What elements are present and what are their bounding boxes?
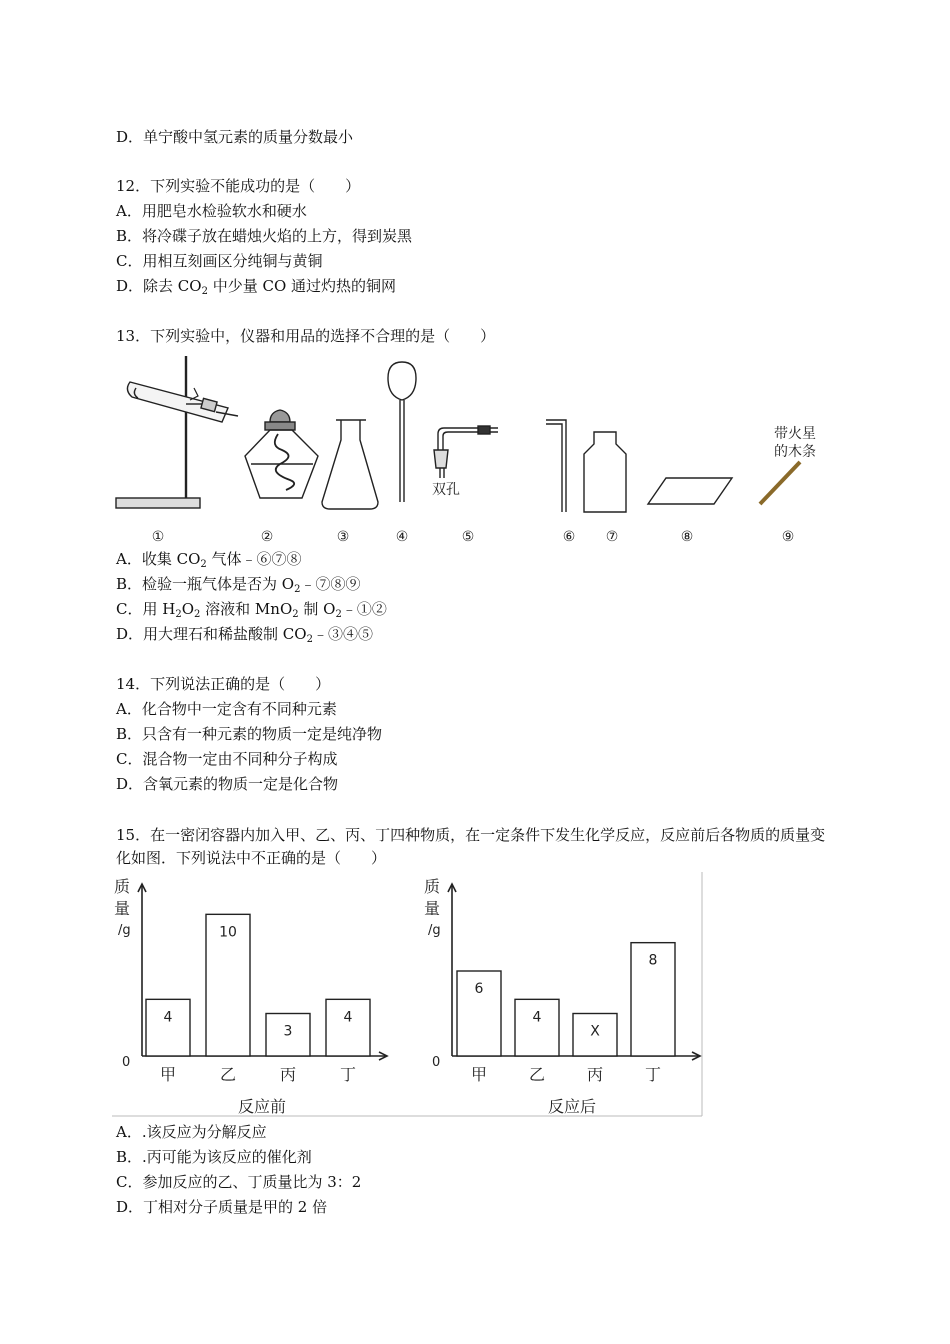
apparatus-label-8: ⑧ [680, 529, 694, 545]
apparatus-label-9: ⑨ [781, 529, 795, 545]
q12-option-a: A．用肥皂水检验软水和硬水 [116, 202, 307, 220]
y-axis-label: 质 [424, 877, 441, 896]
alcohol-lamp [245, 410, 318, 498]
bar-value-label: 4 [532, 1009, 542, 1026]
apparatus-label-5: ⑤ [461, 529, 475, 545]
conical-flask [322, 420, 378, 509]
category-label: 乙 [219, 1065, 237, 1084]
category-label: 丁 [644, 1065, 662, 1084]
q13-option-c: C．用 $H_2O_2$ 溶液和 MnO$_2$ 制 $O_2﹣①②$ [116, 600, 387, 620]
y-axis-unit: /g [118, 923, 131, 938]
axis-origin: 0 [432, 1055, 441, 1070]
bar-丁 [326, 999, 370, 1056]
q13-stem: 13．下列实验中，仪器和用品的选择不合理的是（ ） [116, 327, 496, 345]
chart-title: 反应后 [547, 1097, 597, 1116]
q14-option-d: D．含氧元素的物质一定是化合物 [116, 775, 339, 793]
q13-option-d: D．用大理石和稀盐酸制 $CO_2﹣③④⑤$ [116, 625, 373, 645]
long-neck-funnel [388, 362, 416, 502]
q15-stem: 15．在一密闭容器内加入甲、乙、丙、丁四种物质，在一定条件下发生化学反应，反应前后各物质的质量变化如图．下列说法中不正确的是（ ） [116, 826, 826, 867]
double-hole-label: 双孔 [432, 482, 460, 498]
splint-label-line1: 带火星 [774, 426, 816, 442]
q15-option-a: A．.该反应为分解反应 [116, 1123, 267, 1141]
q13-option-a: A．收集 $CO_2$ 气体﹣⑥⑦⑧ [116, 550, 302, 570]
y-axis-unit: /g [428, 923, 441, 938]
y-axis-label: 量 [114, 899, 131, 918]
splint-label-line2: 的木条 [774, 444, 816, 460]
bar-value-label: 4 [343, 1009, 353, 1026]
q14-option-b: B．只含有一种元素的物质一定是纯净物 [116, 725, 383, 743]
apparatus-label-2: ② [260, 529, 274, 545]
q12-option-c: C．用相互刻画区分纯铜与黄铜 [116, 252, 323, 270]
apparatus-label-4: ④ [395, 529, 409, 545]
q15-option-b: B．.丙可能为该反应的催化剂 [116, 1148, 312, 1166]
y-axis-label: 量 [424, 899, 441, 918]
y-axis-label: 质 [114, 877, 131, 896]
bar-value-label: 3 [283, 1023, 293, 1040]
category-label: 丁 [339, 1065, 357, 1084]
bar-value-label: 4 [163, 1009, 173, 1026]
glowing-splint [760, 462, 800, 504]
category-label: 丙 [586, 1065, 604, 1084]
category-label: 丙 [279, 1065, 297, 1084]
q15-mass-charts [112, 872, 704, 1120]
q12-option-d: D．除去 $CO_2$ 中少量 CO 通过灼热的铜网 [116, 277, 397, 297]
bar-乙 [515, 999, 559, 1056]
q15-option-c: C．参加反应的乙、丁质量比为 3：2 [116, 1173, 362, 1191]
iron-stand-with-test-tube [116, 356, 238, 508]
q14-option-c: C．混合物一定由不同种分子构成 [116, 750, 338, 768]
chart-after-reaction [424, 877, 700, 1116]
q13-option-b: B．检验一瓶气体是否为 $O_2﹣⑦⑧⑨$ [116, 575, 361, 595]
category-label: 乙 [528, 1065, 546, 1084]
bar-value-label: 8 [648, 952, 658, 969]
q14-stem: 14．下列说法正确的是（ ） [116, 675, 331, 693]
q12-stem: 12．下列实验不能成功的是（ ） [116, 177, 361, 195]
q11-option-d: D．单宁酸中氢元素的质量分数最小 [116, 128, 354, 146]
bar-甲 [146, 999, 190, 1056]
axis-origin: 0 [122, 1055, 131, 1070]
q14-option-a: A．化合物中一定含有不同种元素 [116, 700, 337, 718]
glass-plate [648, 478, 732, 504]
bar-value-label: 6 [474, 981, 484, 997]
apparatus-label-1: ① [151, 529, 165, 545]
category-label: 甲 [159, 1065, 177, 1084]
bent-glass-tube [546, 420, 566, 512]
double-hole-stopper [434, 426, 498, 478]
apparatus-label-6: ⑥ [562, 529, 576, 545]
bar-value-label: X [590, 1023, 600, 1040]
chart-before-reaction [114, 877, 387, 1116]
gas-bottle [584, 432, 626, 512]
q13-apparatus-figure [110, 352, 830, 547]
bar-value-label: 10 [219, 924, 237, 941]
q12-option-b: B．将冷碟子放在蜡烛火焰的上方，得到炭黑 [116, 227, 413, 245]
chart-title: 反应前 [237, 1097, 287, 1116]
q15-option-d: D．丁相对分子质量是甲的 2 倍 [116, 1198, 328, 1216]
apparatus-label-3: ③ [336, 529, 350, 545]
category-label: 甲 [470, 1065, 488, 1084]
apparatus-label-7: ⑦ [605, 529, 619, 545]
